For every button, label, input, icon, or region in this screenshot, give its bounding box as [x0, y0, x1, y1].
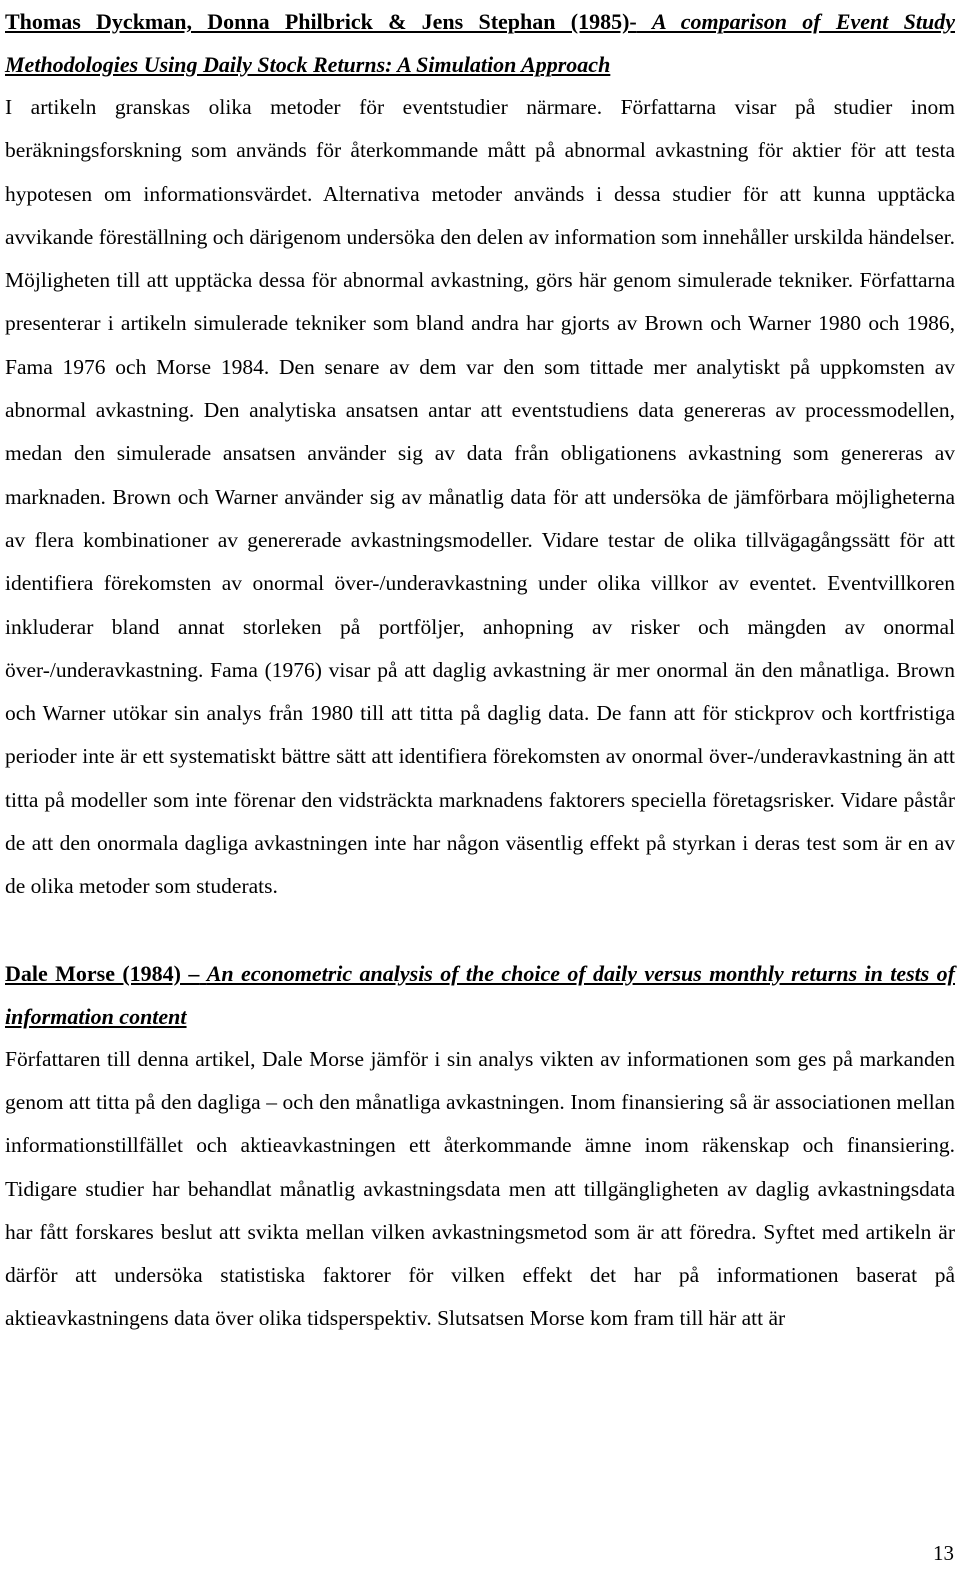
section-paragraph-dyckman: I artikeln granskas olika metoder för eventstudier närmare. Författarna visar på studier inom beräkningsforskning som används för återkommande mått på abnormal avkastning för aktier för att testa hypotesen om informationsvärdet. Alternativa metoder används i dessa studier för att kunna upptäcka avvikande föreställning och därigenom undersöka den delen av information som innehåller urskilda händelser. Möjligheten till att upptäcka dessa för abnormal avkastning, görs här genom simulerade tekniker. Författarna presenterar i artikeln simulerade tekniker som bland andra har gjorts av Brown och Warner 1980 och 1986, Fama 1976 och Morse 1984. Den senare av dem var den som tittade mer analytiskt på uppkomsten av abnormal avkastning. Den analytiska ansatsen antar att eventstudiens data genereras av processmodellen, medan den simulerade ansatsen använder sig av data från obligationens avkastning som genereras av marknaden. Brown och Warner använder sig av månatlig data för att undersöka de jämförbara möjligheterna av flera kombinationer av genererade avkastningsmodeller. Vidare testar de olika tillvägagångssätt för att identifiera förekomsten av onormal över-/underavkastning under olika villkor av eventet. Eventvillkoren inkluderar bland annat storleken på portföljer, anhopning av risker och mängden av onormal över-/underavkastning. Fama (1976) visar på att daglig avkastning är mer onormal än den månatliga. Brown och Warner utökar sin analys från 1980 till att titta på daglig data. De fann att för stickprov och kortfristiga perioder inte är ett systematiskt bättre sätt att identifiera förekomsten av onormal över-/underavkastning än att titta på modeller som inte förenar den vidsträckta marknadens faktorers speciella företagsrisker. Vidare påstår de att den onormala dagliga avkastningen inte har någon väsentlig effekt på styrkan i deras test som är en av de olika metoder som studerats.	[5, 95, 955, 899]
document-page	[5, 0, 955, 1341]
section-spacer	[5, 909, 955, 952]
heading-article-title: A comparison of Event Study Methodologies Using Daily Stock Returns: A Simulation Approach	[5, 9, 955, 77]
heading-reference: Thomas Dyckman, Donna Philbrick & Jens Stephan (1985)-	[5, 9, 637, 34]
section-heading-dyckman	[5, 0, 955, 86]
heading-article-title: An econometric analysis of the choice of daily versus monthly returns in tests of information content	[5, 960, 955, 1029]
section-paragraph-morse: Författaren till denna artikel, Dale Morse jämför i sin analys vikten av informationen som ges på markanden genom att titta på den dagliga – och den månatliga avkastningen. Inom finansiering så är associationen mellan informationstillfället och aktieavkastningen ett återkommande ämne inom räkenskap och finansiering. Tidigare studier har behandlat månatlig avkastningsdata men att tillgängligheten av daglig avkastningsdata har fått forskares beslut att svikta mellan vilken avkastningsmetod som är att föredra. Syftet med artikeln är därför att undersöka statistiska faktorer för vilken effekt det har på informationen baserat på aktieavkastningens data över olika tidsperspektiv. Slutsatsen Morse kom fram till här att är	[5, 1046, 955, 1331]
heading-reference: Dale Morse (1984) –	[5, 960, 200, 986]
page-number: 13	[933, 1541, 954, 1565]
section-heading-morse	[5, 952, 955, 1038]
